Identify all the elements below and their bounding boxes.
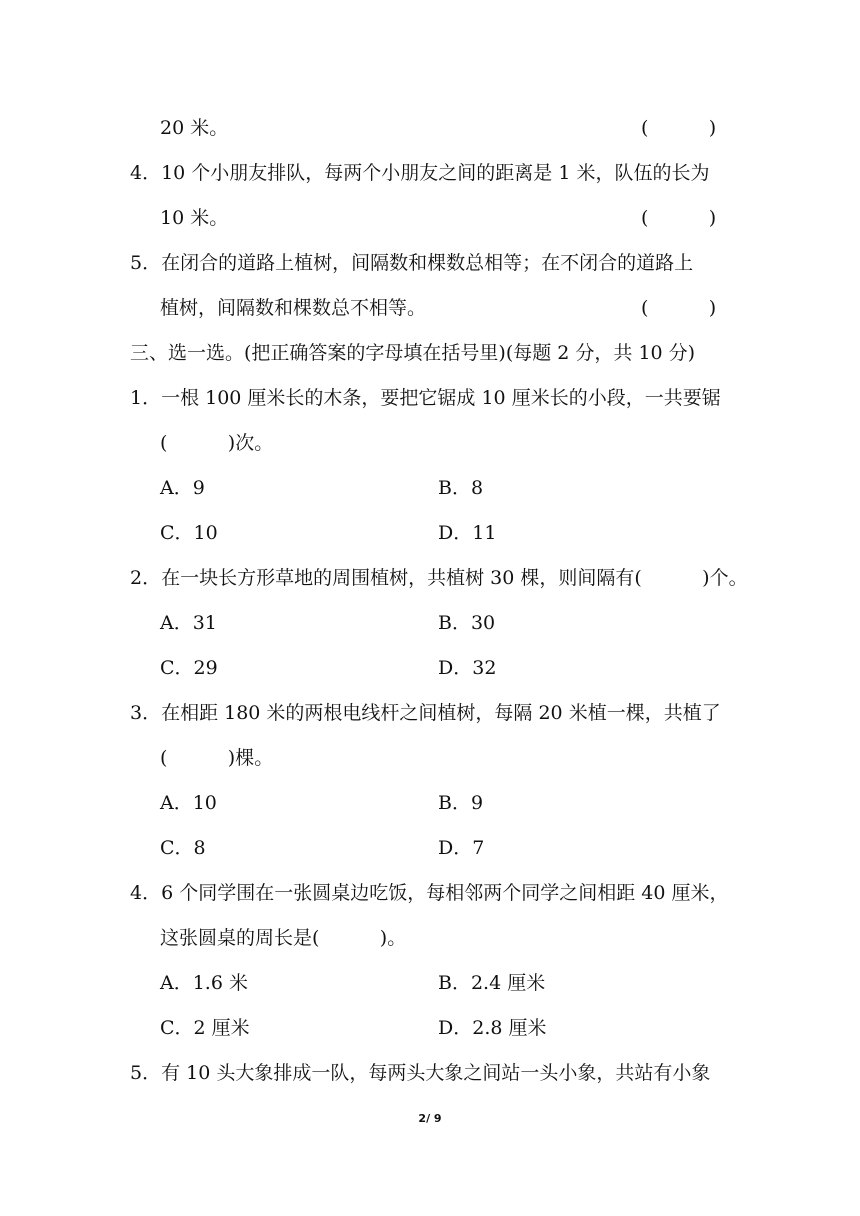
answer-bracket: ( ) — [641, 297, 717, 319]
option-a: A．1.6 米 — [160, 972, 248, 994]
mc-question-4: 4．6 个同学围在一张圆桌边吃饭，每相邻两个同学之间相距 40 厘米， — [130, 882, 729, 904]
page-number: 2/ 9 — [418, 1112, 442, 1125]
text-line: 植树，间隔数和棵数总不相等。 — [160, 297, 427, 319]
option-c: C．29 — [160, 657, 218, 679]
answer-bracket: ( ) — [641, 207, 717, 229]
option-d: D．11 — [438, 522, 497, 544]
option-c: C．10 — [160, 522, 218, 544]
text-line: 10 米。 — [160, 207, 229, 229]
option-d: D．2.8 厘米 — [438, 1017, 547, 1039]
mc-question-2: 2．在一块长方形草地的周围植树，共植树 30 棵，则间隔有( )个。 — [130, 567, 748, 589]
option-b: B．2.4 厘米 — [438, 972, 546, 994]
question-5: 5．在闭合的道路上植树，间隔数和棵数总相等；在不闭合的道路上 — [130, 252, 694, 274]
option-d: D．7 — [438, 837, 485, 859]
mc-question-5: 5．有 10 头大象排成一队，每两头大象之间站一头小象，共站有小象 — [130, 1062, 711, 1084]
answer-bracket: ( ) — [641, 117, 717, 139]
option-a: A．9 — [160, 477, 205, 499]
text-line: ( )次。 — [160, 432, 274, 454]
option-b: B．30 — [438, 612, 496, 634]
option-b: B．9 — [438, 792, 484, 814]
mc-question-1: 1．一根 100 厘米长的木条，要把它锯成 10 厘米长的小段，一共要锯 — [130, 387, 721, 409]
option-c: C．2 厘米 — [160, 1017, 250, 1039]
option-c: C．8 — [160, 837, 206, 859]
text-line: 这张圆桌的周长是( )。 — [160, 927, 407, 949]
option-b: B．8 — [438, 477, 484, 499]
section-heading: 三、选一选。(把正确答案的字母填在括号里)(每题 2 分，共 10 分) — [130, 342, 696, 364]
option-a: A．10 — [160, 792, 217, 814]
option-d: D．32 — [438, 657, 497, 679]
mc-question-3: 3．在相距 180 米的两根电线杆之间植树，每隔 20 米植一棵，共植了 — [130, 702, 721, 724]
text-line: ( )棵。 — [160, 747, 274, 769]
text-line: 20 米。 — [160, 117, 229, 139]
option-a: A．31 — [160, 612, 217, 634]
question-4: 4．10 个小朋友排队，每两个小朋友之间的距离是 1 米，队伍的长为 — [130, 162, 710, 184]
